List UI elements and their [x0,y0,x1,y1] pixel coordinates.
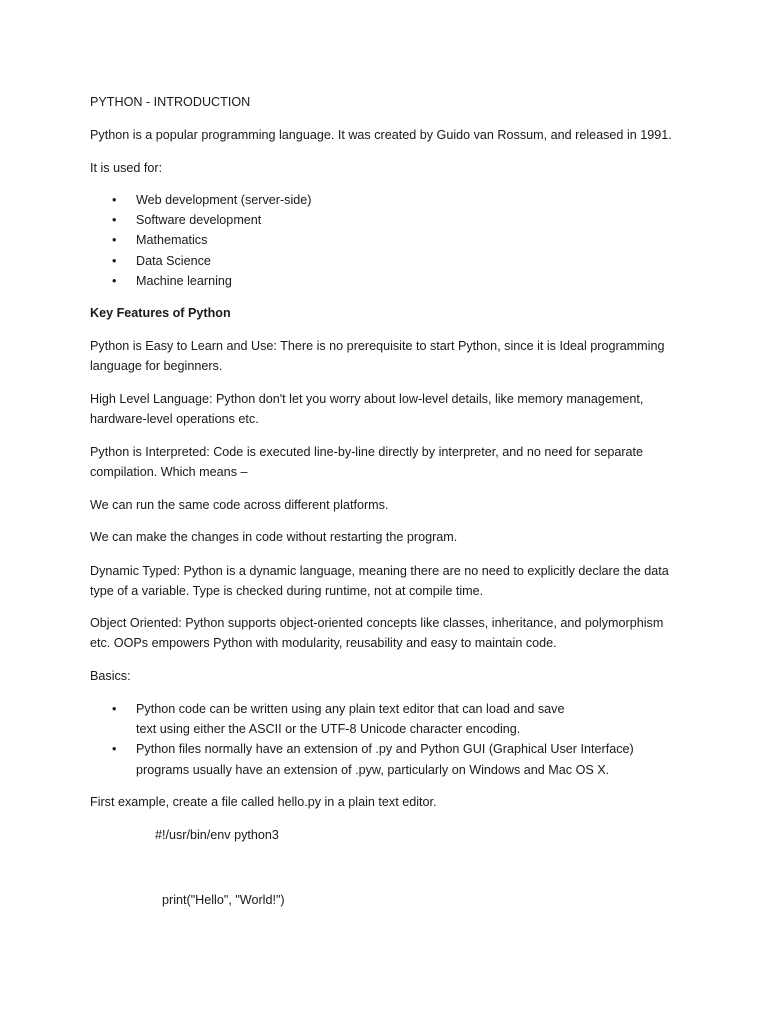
document-page: PYTHON - INTRODUCTION Python is a popular programming language. It was created by Guido van Rossum, and released in 1991. It is used for: • Web development (server-side) • Software development • Mathematics • Data Science • Machine learning Key Features of Python Python is Easy to Learn and Use: There is no prerequisite to start Python, since it is Ideal programming language for beginners. High Level Language: Python don't let you worry about low-level details, like memory management, hardware-level operations etc. Python is Interpreted: Code is executed line-by-line directly by interpreter, and no need for separate compilation. Which means – We can run the same code across different platforms. We can make the changes in code without restarting the program. Dynamic Typed: Python is a dynamic language, meaning there are no need to explicitly declare the data type of a variable. Type is checked during runtime, not at compile time. Object Oriented: Python supports object-oriented concepts like classes, inheritance, and polymorphism etc. OOPs empowers Python with modularity, reusability and easy to maintain code. Basics: • Python code can be written using any plain text editor that can load and save text using either the ASCII or the UTF-8 Unicode character encoding. • Python files normally have an extension of .py and Python GUI (Graphical User Interface) programs usually have an extension of .pyw, particularly on Windows and Mac OS X. First example, create a file called hello.py in a plain text editor. #!/usr/bin/env python3 print("Hello", "World!") [0,0,768,1024]
bullet-icon: • [112,273,117,288]
document-title: PYTHON - INTRODUCTION [90,95,251,109]
list-item: • Web development (server-side) [90,190,311,210]
intro-paragraph: Python is a popular programming language. It was created by Guido van Rossum, and released in 1991. [90,128,672,142]
basics-list [90,699,634,780]
first-example-paragraph: First example, create a file called hello.py in a plain text editor. [90,795,437,809]
list-item: • Mathematics [90,230,311,250]
bullet-icon: • [112,702,117,716]
interpreted-point: We can run the same code across different platforms. [90,498,389,512]
list-item: • Software development [90,210,311,230]
list-item: • Data Science [90,251,311,271]
list-item: • Machine learning [90,271,311,291]
list-item: • Python code can be written using any plain text editor that can load and save text using either the ASCII or the UTF-8 Unicode character encoding. [90,699,634,739]
interpreted-point: We can make the changes in code without restarting the program. [90,530,458,544]
bullet-icon: • [112,233,117,248]
bullet-icon: • [112,253,117,268]
basics-label: Basics: [90,669,131,683]
used-for-list [90,190,311,291]
key-features-heading: Key Features of Python [90,306,231,320]
code-print: print("Hello", "World!") [162,893,285,907]
bullet-icon: • [112,213,117,228]
used-for-label: It is used for: [90,161,163,175]
list-item: • Python files normally have an extension of .py and Python GUI (Graphical User Interface) programs usually have an extension of .pyw, particularly on Windows and Mac OS X. [90,739,634,779]
code-shebang: #!/usr/bin/env python3 [155,828,279,842]
bullet-icon: • [112,193,117,207]
bullet-icon: • [112,742,117,757]
